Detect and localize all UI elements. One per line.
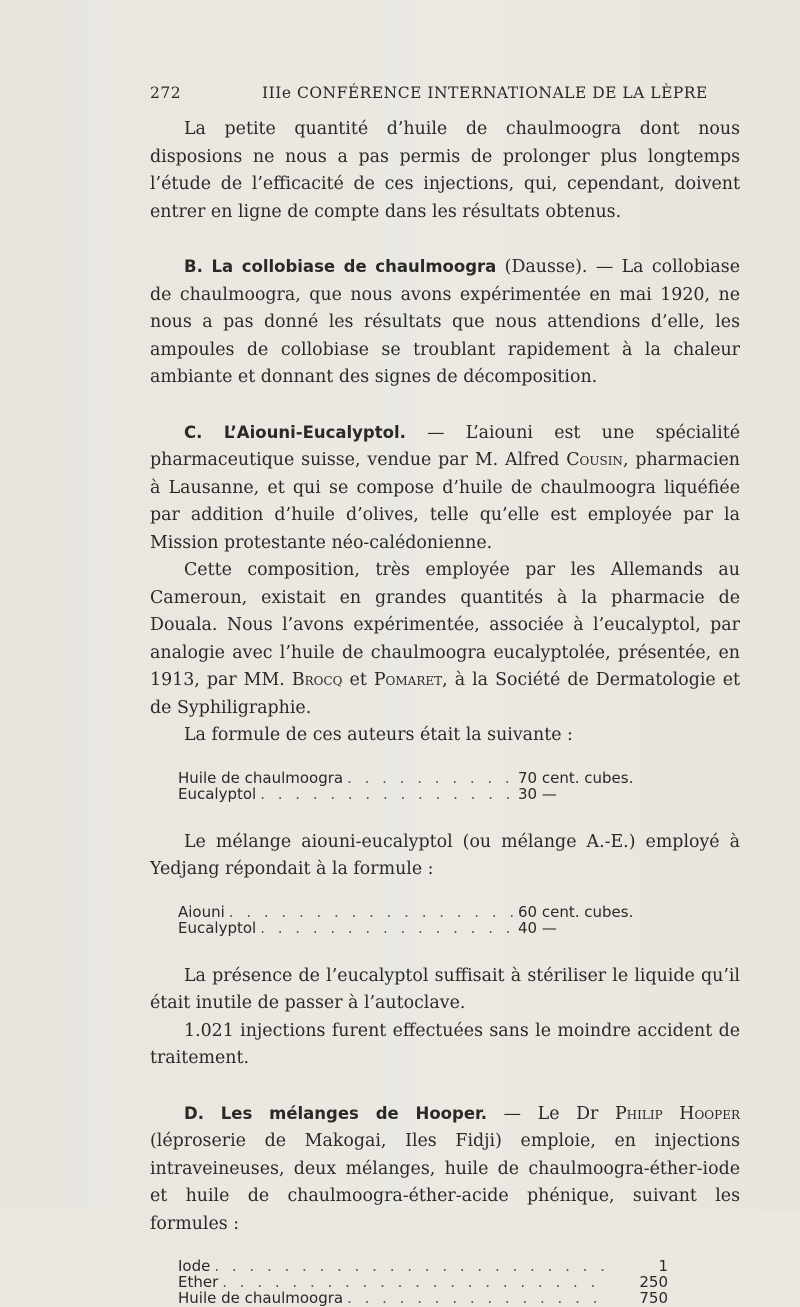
page-number: 272: [150, 84, 182, 102]
page-body: [150, 116, 740, 1306]
author-name: Pomaret: [373, 670, 443, 690]
ingredient-name: Huile de chaulmoogra: [178, 1289, 344, 1307]
formula-row: [178, 1274, 668, 1290]
paragraph-formula-intro: La formule de ces auteurs était la suivante :: [184, 725, 573, 745]
ingredient-value: 750: [639, 1289, 668, 1307]
formula-row: [178, 920, 668, 936]
ingredient-value: 250: [639, 1273, 668, 1291]
author-name: Brocq: [291, 670, 343, 690]
author-name: Cousin: [566, 450, 623, 470]
formula-3: [178, 1258, 668, 1306]
paragraph-intro: La petite quantité d’huile de chaulmoogra dont nous disposions ne nous a pas permis de prolonger plus longtemps l’étude de l’efficacité de ces injections, qui, cependant, doivent entrer en ligne de compte dans les résultats obtenus.: [150, 119, 740, 222]
section-c-heading: C. L’Aiouni-Eucalyptol.: [184, 422, 406, 442]
formula-row: [178, 1258, 668, 1274]
ingredient-value: 40 —: [518, 918, 557, 937]
composition-text-end: , à la Société de Dermatologie et de Syphiligraphie.: [150, 670, 740, 718]
ingredient-name: Huile de chaulmoogra: [178, 768, 344, 787]
ingredient-name: Eucalyptol: [178, 918, 257, 937]
author-name: Philip Hooper: [614, 1103, 740, 1124]
ingredient-value: 70 cent. cubes.: [518, 768, 634, 787]
section-b-heading: B. La collobiase de chaulmoogra: [184, 257, 497, 276]
header-title: IIIe CONFÉRENCE INTERNATIONALE DE LA LÈPRE: [262, 84, 708, 102]
formula-row: [178, 1290, 668, 1306]
section-c-text-cont: , pharmacien à Lausanne, et qui se compose d’huile de chaulmoogra liquéfiée par addition d’huile d’olives, telle qu’elle est employée par la Mission protestante néo-calédonienne.: [150, 450, 740, 553]
paragraph-injections: 1.021 injections furent effectuées sans le moindre accident de traitement.: [150, 1020, 740, 1068]
section-d: [150, 1100, 740, 1239]
formula-1: [178, 770, 668, 802]
ingredient-value: 1: [658, 1257, 668, 1275]
ingredient-name: Iode: [178, 1257, 211, 1275]
paragraph-composition: [150, 557, 740, 722]
paragraph-mix: Le mélange aiouni-eucalyptol (ou mélange A.-E.) employé à Yedjang répondait à la formule :: [150, 831, 740, 879]
ingredient-name: Eucalyptol: [178, 784, 257, 803]
section-d-text-cont: (léproserie de Makogai, Iles Fidji) emploie, en injections intraveineuses, deux mélanges, huile de chaulmoogra-éther-iode et huile de chaulmoogra-éther-acide phénique, suivant les formules :: [150, 1131, 740, 1234]
formula-2: [178, 904, 668, 936]
section-c: [150, 419, 740, 558]
section-c-text: — L’aiouni est une spécialité pharmaceutique suisse, vendue par M. Alfred: [150, 422, 740, 470]
section-d-heading: D. Les mélanges de Hooper.: [184, 1103, 488, 1123]
ingredient-value: 30 —: [518, 784, 557, 803]
formula-row: [178, 770, 668, 786]
composition-text: Cette composition, très employée par les Allemands au Cameroun, existait en grandes quantités à la pharmacie de Douala. Nous l’avons expérimentée, associée à l’eucalyptol, par analogie avec l’huile de chaulmoogra eucalyptolée, présentée, en 1913, par MM.: [150, 560, 740, 690]
ingredient-name: Aiouni: [178, 902, 225, 921]
section-b: [150, 253, 740, 392]
formula-row: [178, 786, 668, 802]
ingredient-name: Ether: [178, 1273, 219, 1291]
paragraph-presence: La présence de l’eucalyptol suffisait à stériliser le liquide qu’il était inutile de passer à l’autoclave.: [150, 965, 740, 1013]
section-d-text: — Le Dr: [487, 1103, 615, 1124]
composition-text-and: et: [342, 670, 374, 690]
section-b-text: (Dausse). — La collobiase de chaulmoogra, que nous avons expérimentée en mai 1920, ne nous a pas donné les résultats que nous attendions d’elle, les ampoules de collobiase se troublant rapidement à la chaleur ambiante et donnant des signes de décomposition.: [150, 257, 740, 387]
ingredient-value: 60 cent. cubes.: [518, 902, 634, 921]
formula-row: [178, 904, 668, 920]
